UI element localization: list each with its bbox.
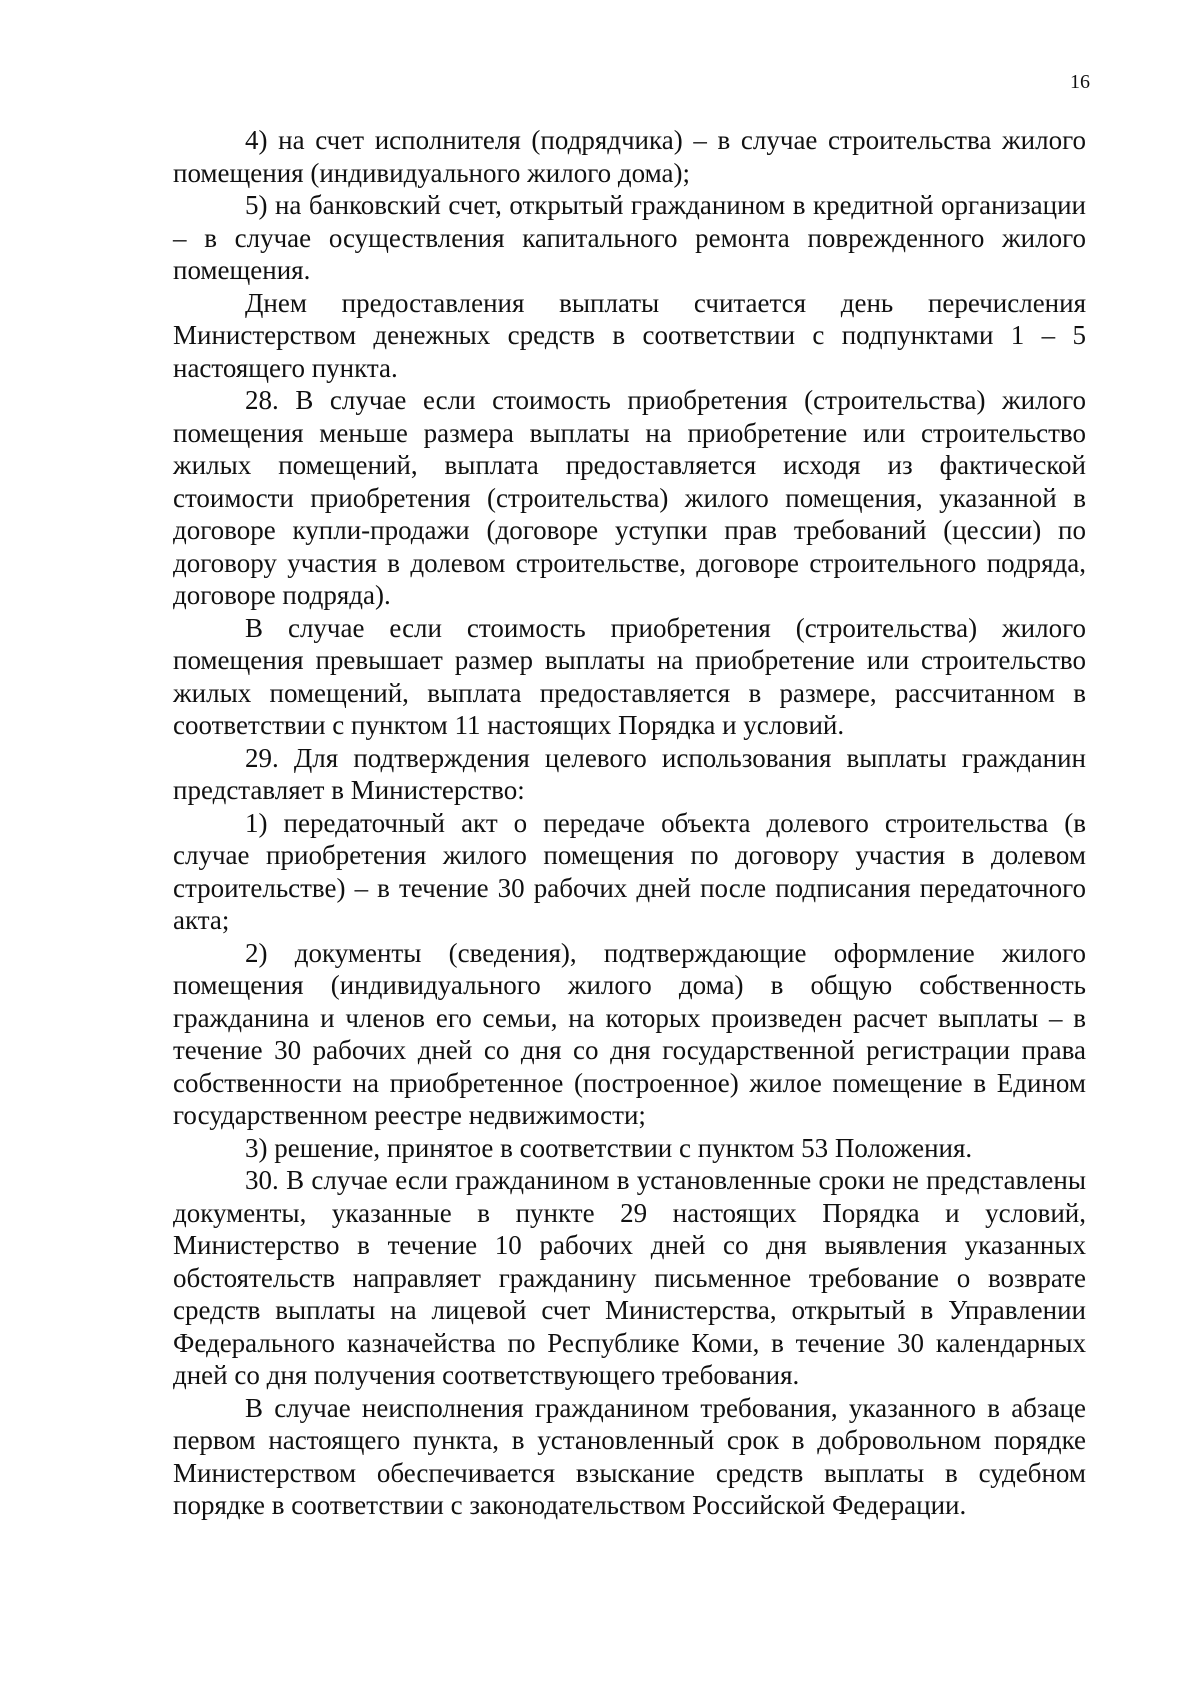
- paragraph-clause-30: 30. В случае если гражданином в установленные сроки не представлены документы, указанные в пункте 29 настоящих Порядка и условий, Министерство в течение 10 рабочих дней со дня выявления указанных обстоятельств направляет гражданину письменное требование о возврате средств выплаты на лицевой счет Министерства, открытый в Управлении Федерального казначейства по Республике Коми, в течение 30 календарных дней со дня получения соответствующего требования.: [173, 1165, 1086, 1390]
- paragraph-payment-date: Днем предоставления выплаты считается день перечисления Министерством денежных средств в соответствии с подпунктами 1 – 5 настоящего пункта.: [173, 287, 1086, 383]
- paragraph-clause-30-enforcement: В случае неисполнения гражданином требования, указанного в абзаце первом настоящего пункта, в установленный срок в добровольном порядке Министерством обеспечивается взыскание средств выплаты в судебном порядке в соответствии с законодательством Российской Федерации.: [173, 1392, 1086, 1520]
- paragraph-clause-29-item-1: 1) передаточный акт о передаче объекта долевого строительства (в случае приобретения жилого помещения по договору участия в долевом строительстве) – в течение 30 рабочих дней после подписания передаточного акта;: [173, 807, 1086, 935]
- document-body: [173, 124, 1086, 1522]
- paragraph-item-4: 4) на счет исполнителя (подрядчика) – в случае строительства жилого помещения (индивидуального жилого дома);: [173, 125, 1086, 188]
- paragraph-clause-29: 29. Для подтверждения целевого использования выплаты гражданин представляет в Министерство:: [173, 742, 1086, 805]
- paragraph-clause-29-item-2: 2) документы (сведения), подтверждающие оформление жилого помещения (индивидуального жилого дома) в общую собственность гражданина и членов его семьи, на которых произведен расчет выплаты – в течение 30 рабочих дней со дня со дня государственной регистрации права собственности на приобретенное (построенное) жилое помещение в Едином государственном реестре недвижимости;: [173, 937, 1086, 1130]
- paragraph-item-5: 5) на банковский счет, открытый гражданином в кредитной организации – в случае осуществления капитального ремонта поврежденного жилого помещения.: [173, 190, 1086, 285]
- paragraph-clause-28-exceed: В случае если стоимость приобретения (строительства) жилого помещения превышает размер выплаты на приобретение или строительство жилых помещений, выплата предоставляется в размере, рассчитанном в соответствии с пунктом 11 настоящих Порядка и условий.: [173, 612, 1086, 740]
- page-number: 16: [1070, 71, 1090, 93]
- paragraph-clause-28: 28. В случае если стоимость приобретения (строительства) жилого помещения меньше размера выплаты на приобретение или строительство жилых помещений, выплата предоставляется исходя из фактической стоимости приобретения (строительства) жилого помещения, указанной в договоре купли-продажи (договоре уступки прав требований (цессии) по договору участия в долевом строительстве, договоре строительного подряда, договоре подряда).: [173, 385, 1086, 610]
- paragraph-clause-29-item-3: 3) решение, принятое в соответствии с пунктом 53 Положения.: [245, 1132, 973, 1163]
